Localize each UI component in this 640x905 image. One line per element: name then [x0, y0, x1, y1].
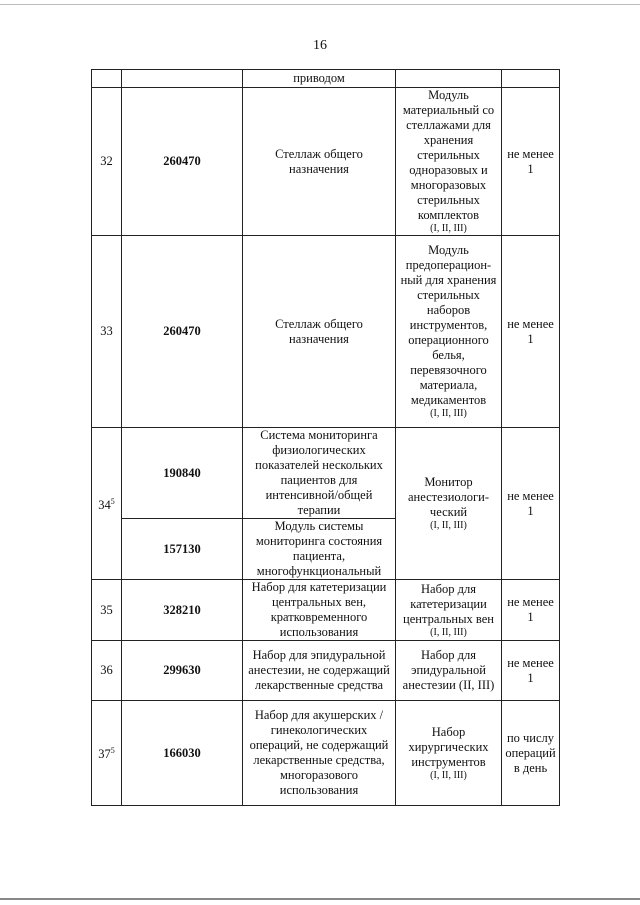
scan-bottom-edge — [0, 898, 640, 900]
cell-qty — [502, 70, 560, 88]
row-number: 32 — [92, 88, 122, 236]
module-name: Набор для катетеризации центральных вен (I, II, III) — [396, 580, 502, 641]
table-row — [92, 641, 560, 701]
quantity: не менее 1 — [502, 428, 560, 580]
nomenclature-code: 328210 — [122, 580, 243, 641]
equipment-name: Набор для катетеризации центральных вен, кратковременного использования — [243, 580, 396, 641]
cell-module — [396, 70, 502, 88]
nomenclature-code: 190840 — [122, 428, 243, 519]
table-row — [92, 428, 560, 519]
quantity: не менее 1 — [502, 88, 560, 236]
cell-code — [122, 70, 243, 88]
row-number: 35 — [92, 580, 122, 641]
row-number: 36 — [92, 641, 122, 701]
equipment-name: Набор для акушерских /гинекологических операций, не содержащий лекарственные средства, многоразового использования — [243, 701, 396, 806]
nomenclature-code: 260470 — [122, 88, 243, 236]
module-name: Модуль предоперацион-ный для хранения стерильных наборов инструментов, операционного белья, перевязочного материала, медикаментов (I, II, III) — [396, 236, 502, 428]
equipment-name: Стеллаж общего назначения — [243, 88, 396, 236]
equipment-name: Стеллаж общего назначения — [243, 236, 396, 428]
module-name: Набор хирургических инструментов (I, II, III) — [396, 701, 502, 806]
equipment-name: Модуль системы мониторинга состояния пациента, многофункциональный — [243, 519, 396, 580]
module-name: Набор для эпидуральной анестезии (II, III) — [396, 641, 502, 701]
nomenclature-code: 260470 — [122, 236, 243, 428]
table-row — [92, 580, 560, 641]
row-number: $37^5$ — [92, 701, 122, 806]
table-row-continuation — [92, 70, 560, 88]
nomenclature-code: 157130 — [122, 519, 243, 580]
quantity: по числу операций в день — [502, 701, 560, 806]
scan-top-edge — [0, 4, 640, 5]
table-row — [92, 236, 560, 428]
equipment-name: Набор для эпидуральной анестезии, не содержащий лекарственные средства — [243, 641, 396, 701]
module-name: Модуль материальный со стеллажами для хранения стерильных одноразовых и многоразовых стерильных комплектов (I, II, III) — [396, 88, 502, 236]
table-row — [92, 701, 560, 806]
quantity: не менее 1 — [502, 580, 560, 641]
page-number: 16 — [313, 38, 327, 53]
table-row — [92, 88, 560, 236]
equipment-table — [91, 69, 560, 806]
module-name: Монитор анестезиологи-ческий (I, II, III) — [396, 428, 502, 580]
equipment-name: Система мониторинга физиологических показателей нескольких пациентов для интенсивной/общей терапии — [243, 428, 396, 519]
nomenclature-code: 299630 — [122, 641, 243, 701]
cell-name: приводом — [243, 70, 396, 88]
quantity: не менее 1 — [502, 641, 560, 701]
row-number: $34^5$ — [92, 428, 122, 580]
cell-num — [92, 70, 122, 88]
quantity: не менее 1 — [502, 236, 560, 428]
row-number: 33 — [92, 236, 122, 428]
nomenclature-code: 166030 — [122, 701, 243, 806]
